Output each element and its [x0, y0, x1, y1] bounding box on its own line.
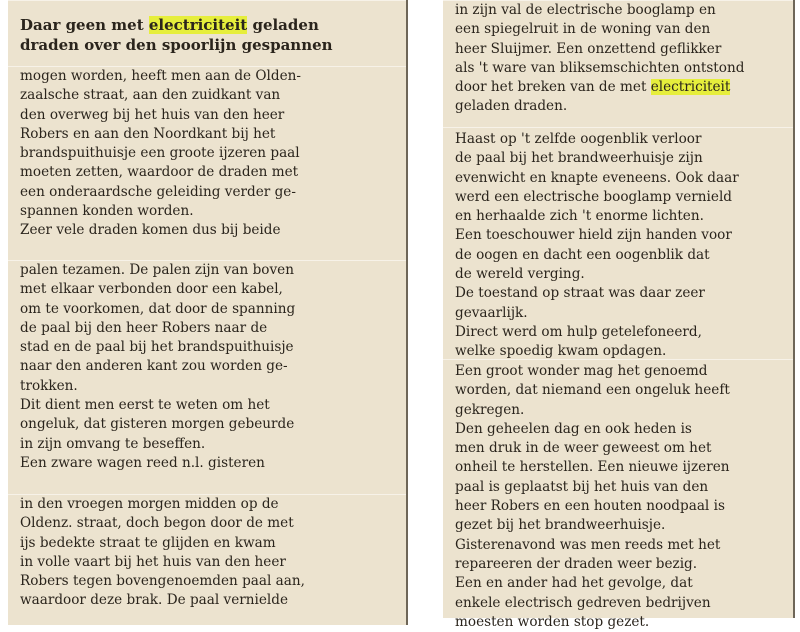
article-column-right — [443, 0, 795, 630]
search-highlight: electriciteit — [148, 16, 248, 34]
article-text-block: palen tezamen. De palen zijn van boven met elkaar verbonden door een kabel, om te voorkomen, dat door de spanning de paal bij den heer Robers naar de stad en de paal bij het brandspuithuisje naar den anderen kant zou worden ge- trokken. Dit dient men eerst te weten om het ongeluk, dat gisteren morgen gebeurde in zijn omvang te beseffen. Een zware wagen reed n.l. gisteren — [8, 260, 406, 492]
article-text-block: Een groot wonder mag het genoemd worden, dat niemand een ongeluk heeft gekregen. Den geheelen dag en ook heden is men druk in de weer geweest om het onheil te herstellen. Een nieuwe ijzeren paal is geplaatst bij het huis van den heer Robers en een houten noodpaal is gezet bij het brandweerhuisje. Gisterenavond was men reeds met het repareeren der draden weer bezig. Een en ander had het gevolge, dat enkele electrisch gedreven bedrijven moesten worden stop gezet. — [443, 359, 793, 618]
article-column-left — [8, 0, 408, 625]
article-text-block: Haast op 't zelfde oogenblik verloor de paal bij het brandweerhuisje zijn evenwicht en knapte eveneens. Ook daar werd een electrische booglamp vernield en herhaalde zich 't enorme lichten. Een toeschouwer hield zijn handen voor de oogen en dacht een oogenblik dat de wereld verging. De toestand op straat was daar zeer gevaarlijk. Direct werd om hulp getelefoneerd, welke spoedig kwam opdagen. — [443, 127, 793, 357]
search-highlight: electriciteit — [650, 79, 731, 96]
article-text-block: in zijn val de electrische booglamp en een spiegelruit in de woning van den heer Sluijmer. Een onzettend geflikker als 't ware van bliksemschichten ontstond door het breken van de met electriciteit geladen draden. — [443, 0, 793, 125]
article-text-block: mogen worden, heeft men aan de Olden- zaalsche straat, aan den zuidkant van den overweg bij het huis van den heer Robers en aan den Noordkant bij het brandspuithuisje een groote ijzeren paal moeten zetten, waardoor de draden met een onderaardsche geleiding verder ge- spannen konden worden. Zeer vele draden komen dus bij beide — [8, 66, 406, 258]
article-headline: Daar geen met electriciteit geladen draden over den spoorlijn gespannen — [8, 0, 406, 64]
article-text-block: in den vroegen morgen midden op de Oldenz. straat, doch begon door de met ijs bedekte straat te glijden en kwam in volle vaart bij het huis van den heer Robers tegen bovengenoemden paal aan, waardoor deze brak. De paal vernielde — [8, 494, 406, 625]
